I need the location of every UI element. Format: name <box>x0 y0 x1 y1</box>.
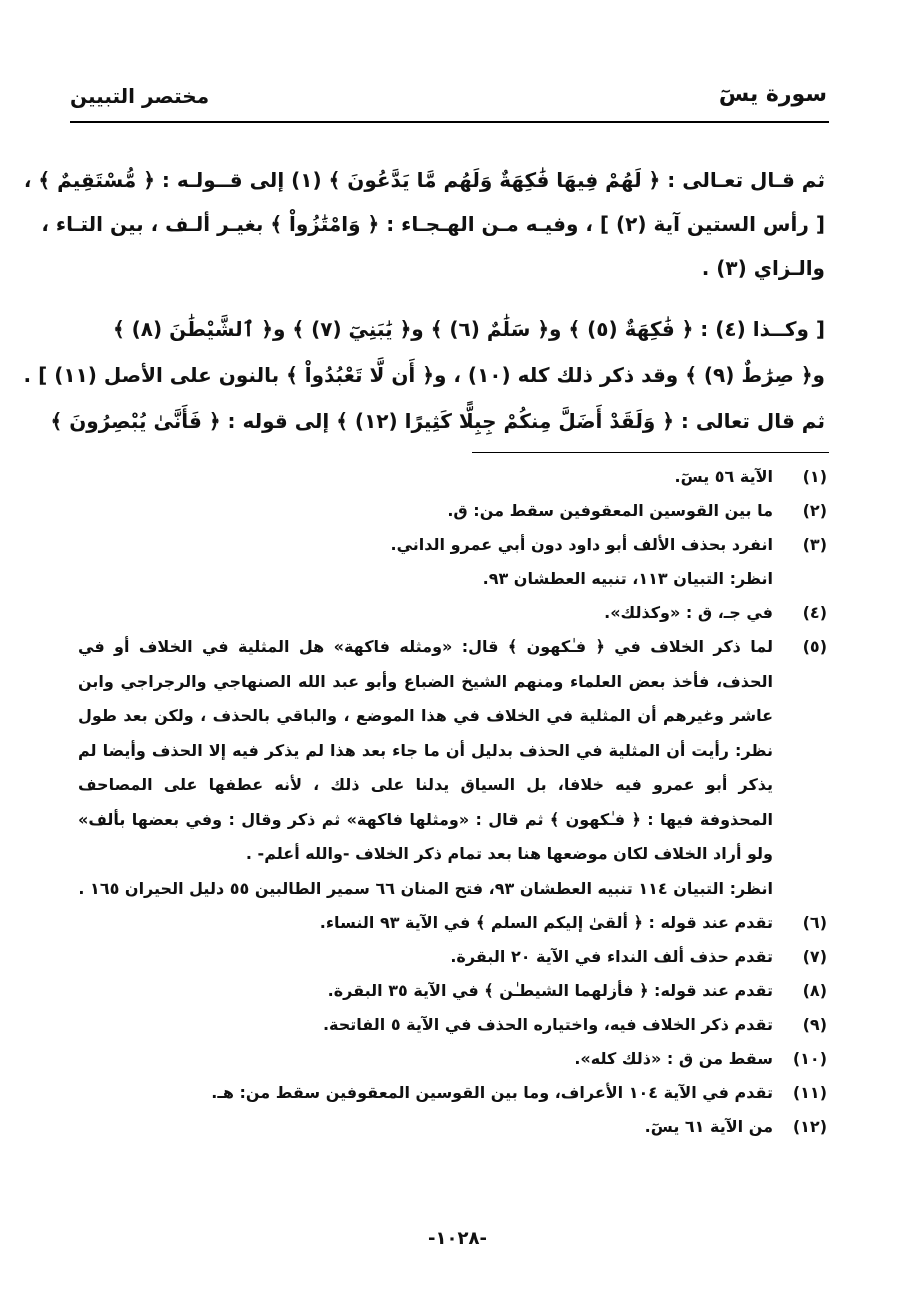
main-line: [ رأس الستين آية (٢) ] ، وفيـه مـن الهـجـاء : ﴿ وَامْتَٰزُواْ ﴾ بغيـر ألـف ، بين التـاء ، <box>41 212 825 236</box>
footnote <box>78 906 827 940</box>
footnote-text: لما ذكر الخلاف في ﴿ فـٰكهون ﴾ قال: «ومثله فاكهة» هل المثلية في الخلاف أو في الحذف، فأخذ بعض العلماء ومنهم الشيخ الضباع وأبو عبد الله الصنهاجي والرجراجي وابن عاشر وغيرهم أن المثلية في الخلاف في هذا الموضع ، والباقي بالحذف ، ولكن بعد طول نظر: رأيت أن المثلية في الحذف بدليل أن ما جاء بعد هذا لم يذكر فيه إلا الحذف وأيضا لم يذكر أبو عمرو فيه خلافا، بل السياق يدلنا على ذلك ، لأنه عطفها على المصاحف المحذوفة فيها : ﴿ فـٰكهون ﴾ ثم قال : «ومثلها فاكهة» ثم ذكر وقال : وفي بعضها بألف» ولو أراد الخلاف لكان موضعها هنا بعد تمام ذكر الخلاف -والله أعلم- . <box>78 637 773 863</box>
footnote-number: (٧) <box>802 946 827 966</box>
footnote <box>78 1042 827 1076</box>
footnote-number: (١١) <box>792 1082 827 1102</box>
main-line: [ وكــذا (٤) : ﴿ فَٰكِهَةٌ (٥) ﴾ و﴿ سَلَٰمٌ (٦) ﴾ و﴿ يَٰبَنِيٓ (٧) ﴾ و﴿ ٱلشَّيْطَٰنَ (٨) ﴾ <box>112 317 825 341</box>
footnote <box>78 528 827 562</box>
footnote-text: من الآية ٦١ يسٓ. <box>644 1116 773 1136</box>
footnote-text: انظر: التبيان ١١٤ تنبيه العطشان ٩٣، فتح المنان ٦٦ سمير الطالبين ٥٥ دليل الحيران ١٦٥ . <box>78 878 773 898</box>
footnote <box>78 494 827 528</box>
footnote <box>78 1110 827 1144</box>
surah-title: سورة يسٓ <box>718 82 827 107</box>
footnote-text: انظر: التبيان ١١٣، تنبيه العطشان ٩٣. <box>482 569 773 588</box>
footnote-number: (٩) <box>802 1014 827 1034</box>
footnote-continuation <box>78 562 827 596</box>
footnote-text: سقط من ق : «ذلك كله». <box>574 1048 773 1068</box>
footnote-text: الآية ٥٦ يسٓ. <box>674 467 773 486</box>
footnote-number: (١٢) <box>792 1116 827 1136</box>
footnote-number: (٢) <box>802 501 827 520</box>
page-number: -١٠٢٨- <box>428 1228 487 1249</box>
footnotes <box>78 460 827 1144</box>
footnote-text: في جـ، ق : «وكذلك». <box>604 603 773 622</box>
main-line: و﴿ صِرَٰطٌ (٩) ﴾ وقد ذكر ذلك كله (١٠) ، و﴿ أَن لَّا تَعْبُدُواْ ﴾ بالنون على الأصل (١١) ] . <box>23 363 825 387</box>
footnote-text: تقدم ذكر الخلاف فيه، واختياره الحذف في الآية ٥ الفاتحة. <box>322 1014 773 1034</box>
running-header <box>70 82 827 118</box>
footnote-separator <box>472 452 829 453</box>
book-title: مختصر التبيين <box>70 84 210 108</box>
main-line: والـزاي (٣) . <box>701 256 825 280</box>
footnote <box>78 1076 827 1110</box>
footnote-number: (١٠) <box>792 1048 827 1068</box>
footnote-number: (٤) <box>802 603 827 622</box>
footnote <box>78 1008 827 1042</box>
main-line: ثم قـال تعـالى : ﴿ لَهُمْ فِيهَا فَٰكِهَةٌ وَلَهُم مَّا يَدَّعُونَ ﴾ (١) إلى قــولـه : ﴿ مُّسْتَقِيمٌ ﴾ ، <box>23 168 825 192</box>
footnote-text: تقدم حذف ألف النداء في الآية ٢٠ البقرة. <box>450 946 773 966</box>
main-text-block-2 <box>23 306 825 444</box>
header-rule <box>70 121 829 123</box>
footnote-number: (٥) <box>802 637 827 656</box>
footnote-number: (٨) <box>802 980 827 1000</box>
footnote <box>78 596 827 630</box>
footnote-number: (٣) <box>802 535 827 554</box>
footnote <box>78 940 827 974</box>
footnote <box>78 460 827 494</box>
footnote <box>78 630 827 872</box>
footnote-number: (٦) <box>802 912 827 932</box>
footnote-text: تقدم عند قوله: ﴿ فأزلهما الشيطـٰن ﴾ في الآية ٣٥ البقرة. <box>327 980 773 1000</box>
footnote <box>78 974 827 1008</box>
footnote-continuation <box>78 872 827 906</box>
footnote-text: ما بين القوسين المعقوفين سقط من: ق. <box>447 501 773 520</box>
main-text-block-1 <box>23 158 825 290</box>
footnote-text: تقدم عند قوله : ﴿ ألقىٰ إليكم السلم ﴾ في الآية ٩٣ النساء. <box>319 912 773 932</box>
footnote-number: (١) <box>802 467 827 486</box>
footnote-text: تقدم في الآية ١٠٤ الأعراف، وما بين القوسين المعقوفين سقط من: هـ. <box>211 1082 773 1102</box>
footnote-text: انفرد بحذف الألف أبو داود دون أبي عمرو الداني. <box>390 535 773 554</box>
main-line: ثم قال تعالى : ﴿ وَلَقَدْ أَضَلَّ مِنكُمْ جِبِلًّا كَثِيرًا (١٢) ﴾ إلى قوله : ﴿ فَأَنَّىٰ يُبْصِرُونَ ﴾ <box>50 409 825 433</box>
